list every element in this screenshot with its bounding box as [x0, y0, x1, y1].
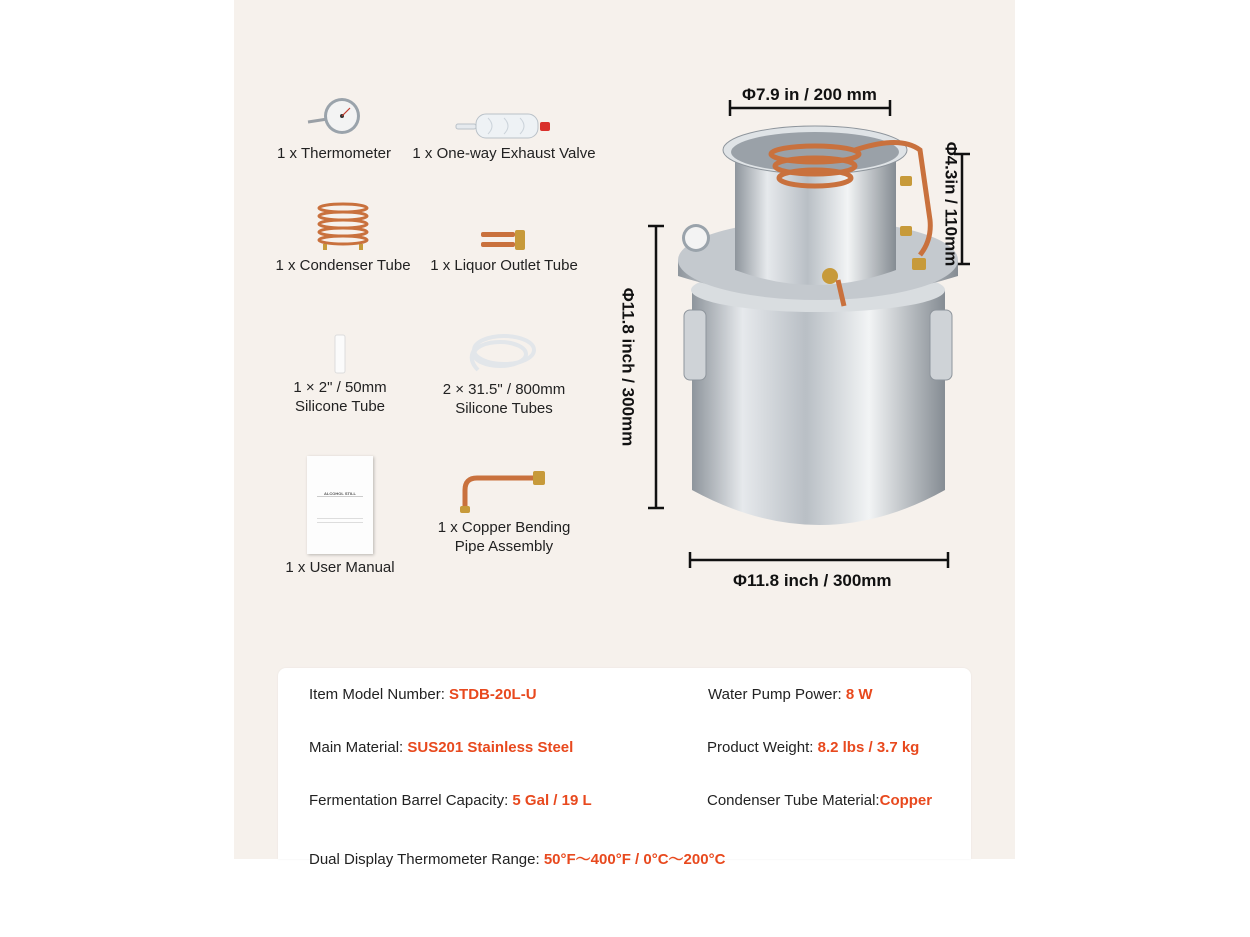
accessory-silicone-tubes [430, 312, 578, 418]
accessory-label: Pipe Assembly [454, 538, 554, 555]
spec-label: Condenser Tube Material: [707, 792, 880, 809]
spec-value: Copper [879, 792, 933, 809]
spec-label: Water Pump Power: [708, 686, 846, 703]
accessory-label: 1 x One-way Exhaust Valve [412, 145, 596, 162]
liquor-outlet-tube-icon [479, 228, 529, 252]
dim-barrel-width: Φ11.8 inch / 300mm [733, 571, 892, 590]
accessory-label: 1 x Liquor Outlet Tube [430, 257, 578, 274]
accessory-label: 1 x Thermometer [277, 145, 391, 162]
spec-model-number [309, 686, 537, 703]
copper-pipe-icon [459, 468, 549, 514]
spec-pump-power [708, 686, 873, 703]
thermometer-icon [304, 94, 364, 140]
accessory-label: 1 x Condenser Tube [275, 257, 411, 274]
dim-barrel-height: Φ11.8 inch / 300mm [618, 287, 638, 447]
spec-thermometer-range [309, 848, 725, 869]
silicone-tubes-icon [464, 326, 544, 376]
dim-top-height: Φ4.3in / 110mm [941, 141, 961, 267]
spec-value: 50°F～400°F / 0°C～200°C [543, 851, 726, 868]
accessory-label: 1 x User Manual [285, 559, 395, 576]
accessory-label: 1 × 2" / 50mm [293, 379, 387, 396]
spec-value: STDB-20L-U [449, 686, 537, 703]
spec-label: Main Material: [309, 739, 408, 756]
accessory-label: Silicone Tubes [455, 400, 553, 417]
manual-title: ALCOHOL STILL [324, 491, 356, 496]
accessory-label: Silicone Tube [294, 398, 386, 415]
condenser-tube-icon [313, 202, 373, 252]
user-manual-icon [307, 456, 373, 554]
accessory-condenser-tube [270, 200, 416, 275]
dim-top-width: Φ7.9 in / 200 mm [742, 85, 877, 104]
spec-value: 8 W [845, 686, 873, 703]
spec-label: Item Model Number: [309, 686, 450, 703]
spec-label: Product Weight: [707, 739, 818, 756]
spec-product-weight [707, 739, 919, 756]
accessory-copper-pipe [426, 458, 582, 556]
accessory-liquor-outlet-tube [420, 200, 588, 275]
spec-main-material [309, 739, 573, 756]
accessory-thermometer [270, 90, 398, 163]
spec-condenser-material [707, 792, 932, 809]
accessory-silicone-tube [280, 318, 400, 416]
spec-label: Dual Display Thermometer Range: [309, 851, 544, 868]
spec-barrel-capacity [309, 792, 592, 809]
accessory-exhaust-valve [405, 90, 603, 163]
spec-value: 5 Gal / 19 L [512, 792, 592, 809]
accessory-user-manual [275, 450, 405, 577]
spec-label: Fermentation Barrel Capacity: [309, 792, 513, 809]
silicone-tube-icon [333, 334, 347, 374]
accessory-label: 2 × 31.5" / 800mm [442, 381, 566, 398]
spec-value: SUS201 Stainless Steel [407, 739, 574, 756]
exhaust-valve-icon [454, 110, 554, 140]
accessory-label: 1 x Copper Bending [437, 519, 571, 536]
spec-value: 8.2 lbs / 3.7 kg [817, 739, 920, 756]
